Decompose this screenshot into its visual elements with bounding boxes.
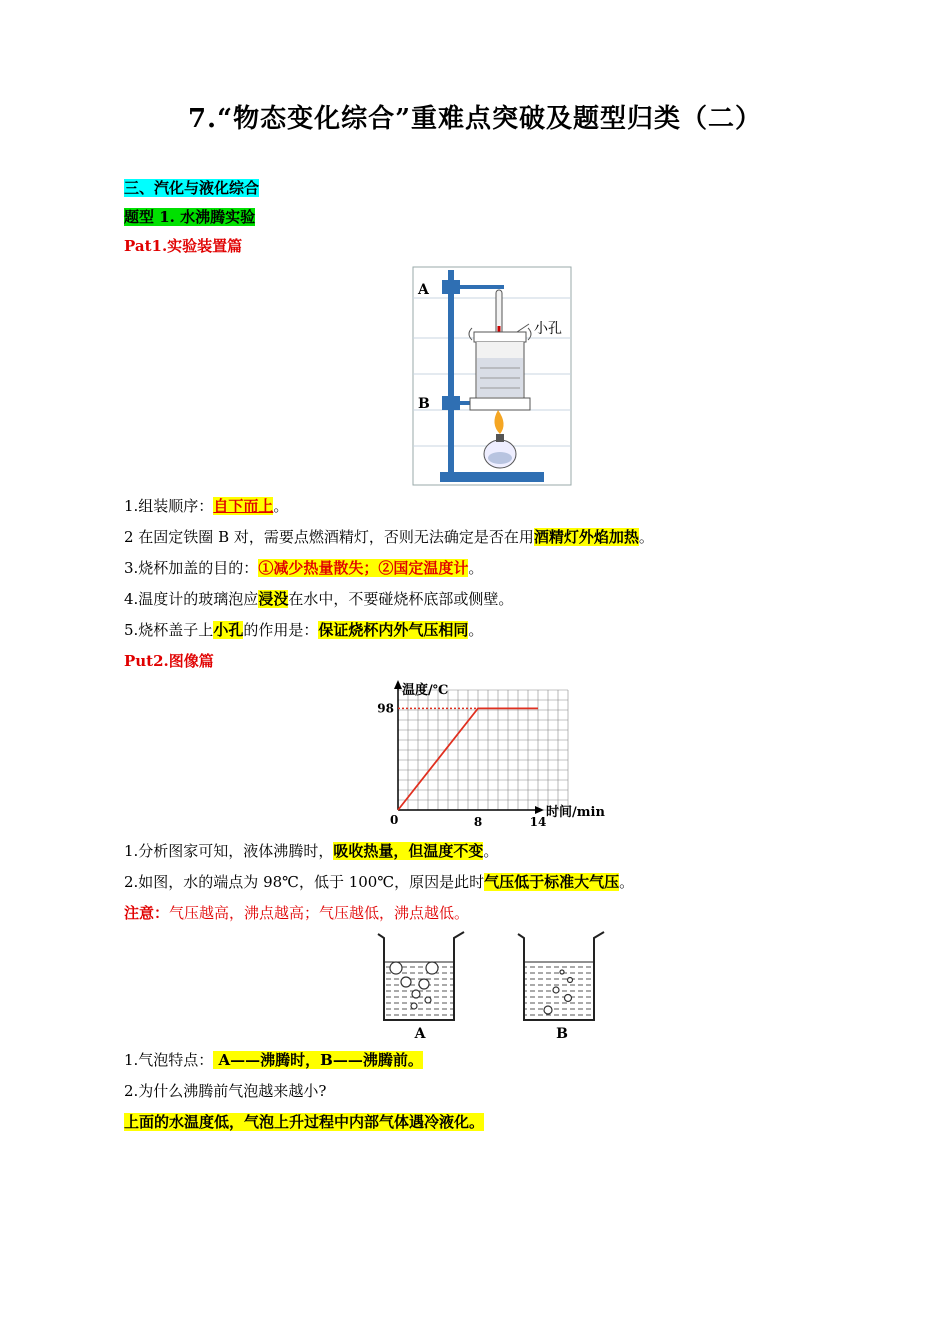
q1-line xyxy=(124,1049,423,1071)
item-text-end: 。 xyxy=(619,873,635,891)
item-text-end: 。 xyxy=(468,621,484,639)
section-heading-text: 三、汽化与液化综合 xyxy=(124,179,260,197)
item-text-end: 。 xyxy=(638,528,654,546)
clamp-b xyxy=(442,396,460,410)
q1-text: 1.气泡特点： xyxy=(124,1051,214,1069)
item-text: 1.组装顺序： xyxy=(124,497,214,515)
q1-answer: A——沸腾时，B——沸腾前。 xyxy=(213,1051,423,1069)
item-text-end: 在水中，不要碰烧杯底部或侧壁。 xyxy=(288,590,514,608)
item-text: 5.烧杯盖子上 xyxy=(124,621,214,639)
page-title: 7.“物态变化综合”重难点突破及题型归类（二） xyxy=(187,104,763,134)
part1-item-1 xyxy=(124,495,288,517)
item-highlight: 酒精灯外焰加热 xyxy=(533,528,639,546)
q2-line: 2.为什么沸腾前气泡越来越小? xyxy=(124,1082,327,1100)
item-text-end: 。 xyxy=(483,842,499,860)
item-text: 3.烧杯加盖的目的： xyxy=(124,559,259,577)
item-highlight: 吸收热量，但温度不变 xyxy=(333,842,484,860)
beaker-lid xyxy=(474,332,526,342)
label-b: B xyxy=(418,396,430,412)
label-hole: 小孔 xyxy=(534,321,562,337)
beakers-figure xyxy=(370,928,620,1044)
item-highlight: 气压低于标准大气压 xyxy=(484,873,620,891)
note-label: 注意： xyxy=(124,904,170,922)
item-text-mid: 的作用是： xyxy=(243,621,319,639)
item-text-end: 。 xyxy=(468,559,484,577)
part2-item-1 xyxy=(124,840,498,862)
stand-rod xyxy=(448,270,454,474)
beaker-b-icon xyxy=(518,932,604,1020)
stand-base xyxy=(440,472,544,482)
note-line xyxy=(124,902,469,924)
temperature-chart xyxy=(360,676,620,832)
item-text-end: 。 xyxy=(273,497,289,515)
item-text: 1.分析图家可知，液体沸腾时， xyxy=(124,842,334,860)
x-axis-arrow xyxy=(535,806,544,814)
beaker-a-icon xyxy=(378,932,464,1020)
clamp-a xyxy=(442,280,460,294)
note-text: 气压越高，沸点越高；气压越低，沸点越低。 xyxy=(169,904,470,922)
item-highlight: 自下而上 xyxy=(213,497,274,515)
answer-line xyxy=(124,1111,484,1133)
item-highlight: 小孔 xyxy=(213,621,244,639)
type-heading xyxy=(124,206,255,228)
beaker-b-label: B xyxy=(556,1026,568,1042)
type-heading-text: 题型 1. 水沸腾实验 xyxy=(124,208,256,226)
item-text: 2 在固定铁圈 B 对，需要点燃酒精灯，否则无法确定是否在用 xyxy=(124,528,534,546)
part1-item-3 xyxy=(124,557,483,579)
answer-text: 上面的水温度低，气泡上升过程中内部气体遇冷液化。 xyxy=(124,1113,485,1131)
item-highlight-2: 保证烧杯内外气压相同 xyxy=(318,621,469,639)
item-text: 2.如图，水的端点为 98℃，低于 100℃，原因是此时 xyxy=(124,873,485,891)
label-a: A xyxy=(418,282,429,298)
item-highlight: 浸没 xyxy=(258,590,289,608)
y-axis-arrow xyxy=(394,680,402,689)
gauze-mesh xyxy=(470,398,530,410)
section-heading xyxy=(124,177,259,199)
x-tick-8: 8 xyxy=(473,815,483,829)
part1-heading: Pat1.实验装置篇 xyxy=(124,237,243,255)
beaker-icon xyxy=(476,342,524,398)
y-tick-98: 98 xyxy=(377,701,394,716)
item-text: 4.温度计的玻璃泡应 xyxy=(124,590,259,608)
x-axis-label: 时间/min xyxy=(546,805,605,820)
item-highlight: ①减少热量散失；②国定温度计 xyxy=(258,559,469,577)
beaker-a-label: A xyxy=(414,1026,426,1042)
y-axis-label: 温度/℃ xyxy=(402,683,449,698)
part1-item-4 xyxy=(124,588,513,610)
part2-heading: Put2.图像篇 xyxy=(124,652,214,670)
apparatus-figure xyxy=(412,266,574,488)
part1-item-2 xyxy=(124,526,654,548)
part1-item-5 xyxy=(124,619,483,641)
part2-item-2 xyxy=(124,871,634,893)
origin-label: 0 xyxy=(390,813,399,827)
clamp-a-arm xyxy=(460,285,504,289)
x-tick-14: 14 xyxy=(529,815,547,829)
